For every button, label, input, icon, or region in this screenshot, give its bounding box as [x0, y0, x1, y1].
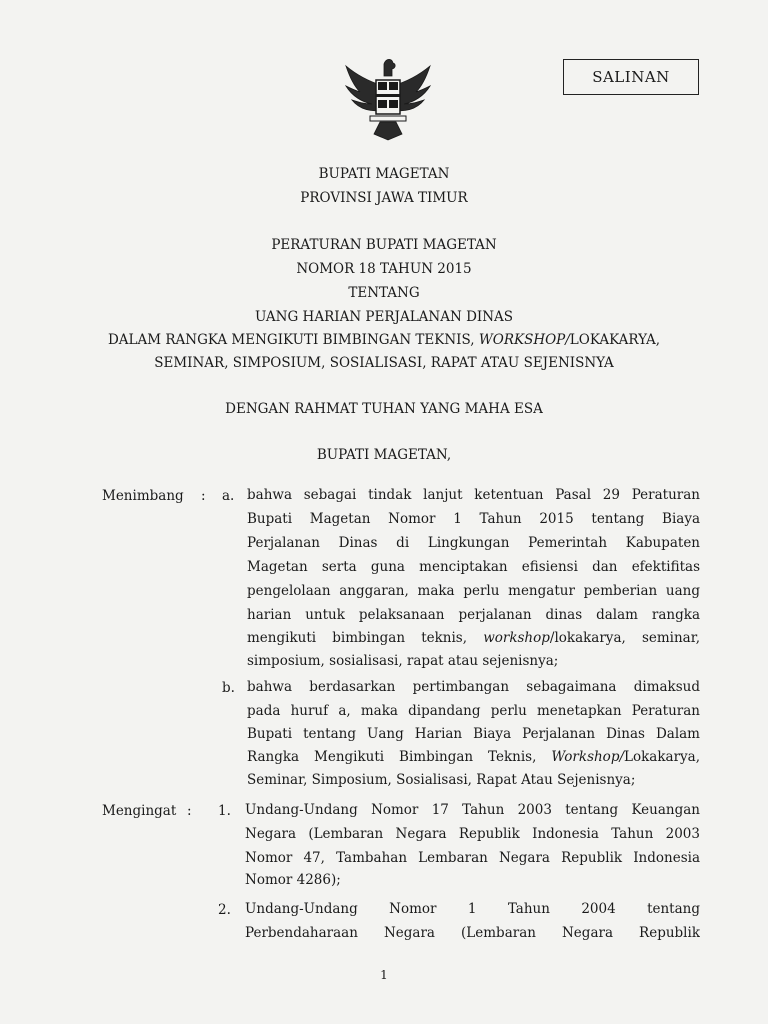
mengingat-label: Mengingat [102, 803, 177, 819]
menimbang-b-line: Rangka Mengikuti Bimbingan Teknis, Workshop/Lokakarya, [247, 749, 700, 765]
menimbang-b-line: bahwa berdasarkan pertimbangan sebagaimana dimaksud [247, 679, 700, 695]
regulation-subject-1: UANG HARIAN PERJALANAN DINAS [254, 309, 514, 325]
regulation-title: PERATURAN BUPATI MAGETAN [271, 237, 497, 253]
menimbang-colon: : [201, 488, 206, 504]
mengingat-colon: : [187, 803, 192, 819]
menimbang-a-line: Magetan serta guna menciptakan efisiensi dan efektifitas [247, 559, 700, 575]
mengingat-1-marker: 1. [218, 803, 231, 819]
header-line-1: BUPATI MAGETAN [318, 166, 450, 182]
regulation-subject-3: SEMINAR, SIMPOSIUM, SOSIALISASI, RAPAT ATAU SEJENISNYA [154, 355, 614, 371]
menimbang-b-marker: b. [222, 680, 235, 696]
menimbang-a-line: mengikuti bimbingan teknis, workshop/lokakarya, seminar, [247, 630, 700, 646]
menimbang-b-line: Bupati tentang Uang Harian Biaya Perjalanan Dinas Dalam [247, 726, 700, 742]
menimbang-a-line: simposium, sosialisasi, rapat atau sejenisnya; [247, 653, 559, 669]
menimbang-a-line: pengelolaan anggaran, maka perlu mengatur pemberian uang [247, 583, 700, 599]
mengingat-2-marker: 2. [218, 902, 231, 918]
mengingat-1-line: Nomor 4286); [245, 872, 341, 888]
regulation-about: TENTANG [348, 285, 420, 301]
menimbang-a-line: bahwa sebagai tindak lanjut ketentuan Pasal 29 Peraturan [247, 487, 700, 503]
mengingat-1-line: Nomor 47, Tambahan Lembaran Negara Republik Indonesia [245, 850, 700, 866]
header-line-2: PROVINSI JAWA TIMUR [300, 190, 468, 206]
menimbang-label: Menimbang [102, 488, 184, 504]
menimbang-a-line: harian untuk pelaksanaan perjalanan dinas dalam rangka [247, 607, 700, 623]
menimbang-b-line: pada huruf a, maka dipandang perlu menetapkan Peraturan [247, 703, 700, 719]
authority-line: BUPATI MAGETAN, [316, 447, 452, 463]
regulation-number: NOMOR 18 TAHUN 2015 [296, 261, 472, 277]
garuda-emblem-icon [340, 56, 436, 142]
salinan-stamp: SALINAN [563, 59, 699, 95]
mengingat-1-line: Undang-Undang Nomor 17 Tahun 2003 tentang Keuangan [245, 802, 700, 818]
mengingat-2-line: Undang-Undang Nomor 1 Tahun 2004 tentang [245, 901, 700, 917]
menimbang-a-marker: a. [222, 488, 235, 504]
blessing-line: DENGAN RAHMAT TUHAN YANG MAHA ESA [225, 401, 543, 417]
menimbang-a-line: Bupati Magetan Nomor 1 Tahun 2015 tentang Biaya [247, 511, 700, 527]
regulation-subject-2: DALAM RANGKA MENGIKUTI BIMBINGAN TEKNIS, WORKSHOP/LOKAKARYA, [107, 332, 661, 348]
mengingat-1-line: Negara (Lembaran Negara Republik Indonesia Tahun 2003 [245, 826, 700, 842]
menimbang-b-line: Seminar, Simposium, Sosialisasi, Rapat Atau Sejenisnya; [247, 772, 636, 788]
menimbang-a-line: Perjalanan Dinas di Lingkungan Pemerintah Kabupaten [247, 535, 700, 551]
mengingat-2-line: Perbendaharaan Negara (Lembaran Negara Republik [245, 925, 700, 941]
page-number: 1 [380, 968, 388, 982]
